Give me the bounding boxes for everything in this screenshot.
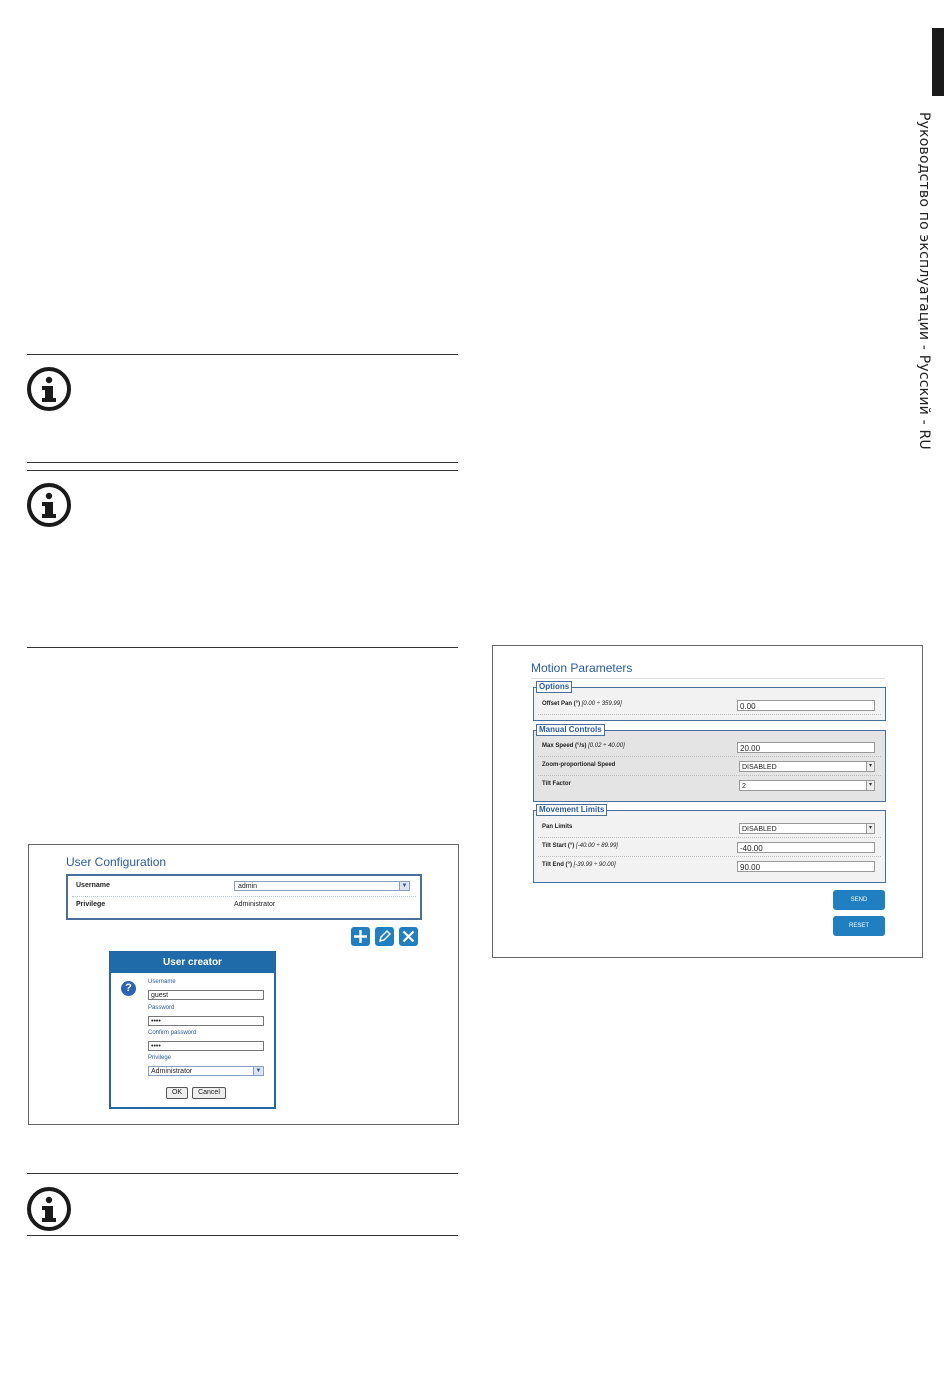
tilt-end-input[interactable]: 90.00 [737, 861, 875, 872]
divider [27, 462, 458, 463]
options-fieldset [533, 682, 886, 721]
privilege-field-label: Privilege [148, 1055, 172, 1061]
reset-button[interactable]: RESET [833, 916, 885, 936]
chevron-down-icon[interactable]: ▾ [866, 824, 874, 833]
side-language-label: Руководство по эксплуатации - Русский - RU [916, 112, 932, 450]
tilt-factor-label: Tilt Factor [542, 781, 571, 787]
tilt-start-input[interactable]: -40.00 [737, 842, 875, 853]
ok-button[interactable]: OK [166, 1087, 188, 1099]
title-underline [531, 678, 885, 679]
username-field-label: Username [148, 979, 176, 985]
table-row [72, 878, 416, 897]
username-select[interactable]: admin ▼ [234, 881, 410, 891]
zoom-speed-select[interactable]: DISABLED ▾ [739, 761, 875, 772]
offset-pan-label: Offset Pan (°) [0.00 ÷ 359.99] [542, 701, 622, 707]
max-speed-input[interactable]: 20.00 [737, 742, 875, 753]
motion-title: Motion Parameters [531, 661, 633, 675]
divider [27, 647, 458, 648]
info-icon [26, 482, 72, 528]
user-creator-dialog [109, 951, 276, 1109]
zoom-speed-row [538, 757, 881, 776]
plus-icon [351, 927, 370, 946]
confirm-password-label: Confirm password [148, 1030, 197, 1036]
pencil-icon [375, 927, 394, 946]
info-icon [26, 366, 72, 412]
divider [27, 1235, 458, 1236]
close-icon [399, 927, 418, 946]
pan-limits-row [538, 819, 881, 838]
tilt-factor-select[interactable]: 2 ▾ [739, 780, 875, 791]
question-icon: ? [121, 981, 136, 996]
confirm-password-field[interactable]: •••• [148, 1041, 264, 1051]
max-speed-row [538, 738, 881, 757]
table-row [72, 897, 416, 915]
chevron-down-icon[interactable]: ▼ [253, 1067, 263, 1075]
tilt-end-label: Tilt End (°) [-39.99 ÷ 90.00] [542, 862, 616, 868]
privilege-select[interactable]: Administrator ▼ [148, 1066, 264, 1076]
delete-user-button[interactable] [399, 927, 418, 946]
send-button[interactable]: SEND [833, 890, 885, 910]
offset-pan-row [538, 696, 881, 715]
movement-limits-legend: Movement Limits [536, 804, 607, 816]
tilt-start-label: Tilt Start (°) [-40.00 ÷ 89.99] [542, 843, 618, 849]
movement-limits-fieldset [533, 805, 886, 883]
zoom-speed-label: Zoom-proportional Speed [542, 762, 616, 768]
tilt-end-row [538, 857, 881, 875]
username-field[interactable]: guest [148, 990, 264, 1000]
chevron-down-icon[interactable]: ▾ [866, 781, 874, 790]
pan-limits-select[interactable]: DISABLED ▾ [739, 823, 875, 834]
divider [27, 354, 458, 355]
options-legend: Options [536, 681, 572, 693]
manual-controls-legend: Manual Controls [536, 724, 605, 736]
divider [27, 1173, 458, 1174]
tilt-factor-row [538, 776, 881, 794]
tilt-start-row [538, 838, 881, 857]
info-icon [26, 1186, 72, 1232]
user-config-title: User Configuration [66, 855, 167, 869]
privilege-value: Administrator [234, 901, 276, 908]
manual-controls-fieldset [533, 725, 886, 802]
pan-limits-label: Pan Limits [542, 824, 573, 830]
max-speed-label: Max Speed (°/s) [0.02 ÷ 40.00] [542, 743, 625, 749]
chevron-down-icon[interactable]: ▾ [866, 762, 874, 771]
offset-pan-input[interactable]: 0.00 [737, 700, 875, 711]
divider [27, 470, 458, 471]
edit-user-button[interactable] [375, 927, 394, 946]
user-config-panel [66, 874, 422, 920]
chevron-down-icon[interactable]: ▼ [399, 882, 409, 890]
username-label: Username [76, 882, 110, 889]
dialog-title: User creator [111, 953, 274, 973]
cancel-button[interactable]: Cancel [192, 1087, 226, 1099]
password-field-label: Password [148, 1005, 175, 1011]
add-user-button[interactable] [351, 927, 370, 946]
password-field[interactable]: •••• [148, 1016, 264, 1026]
privilege-label: Privilege [76, 901, 106, 908]
side-tab-marker [932, 28, 944, 96]
